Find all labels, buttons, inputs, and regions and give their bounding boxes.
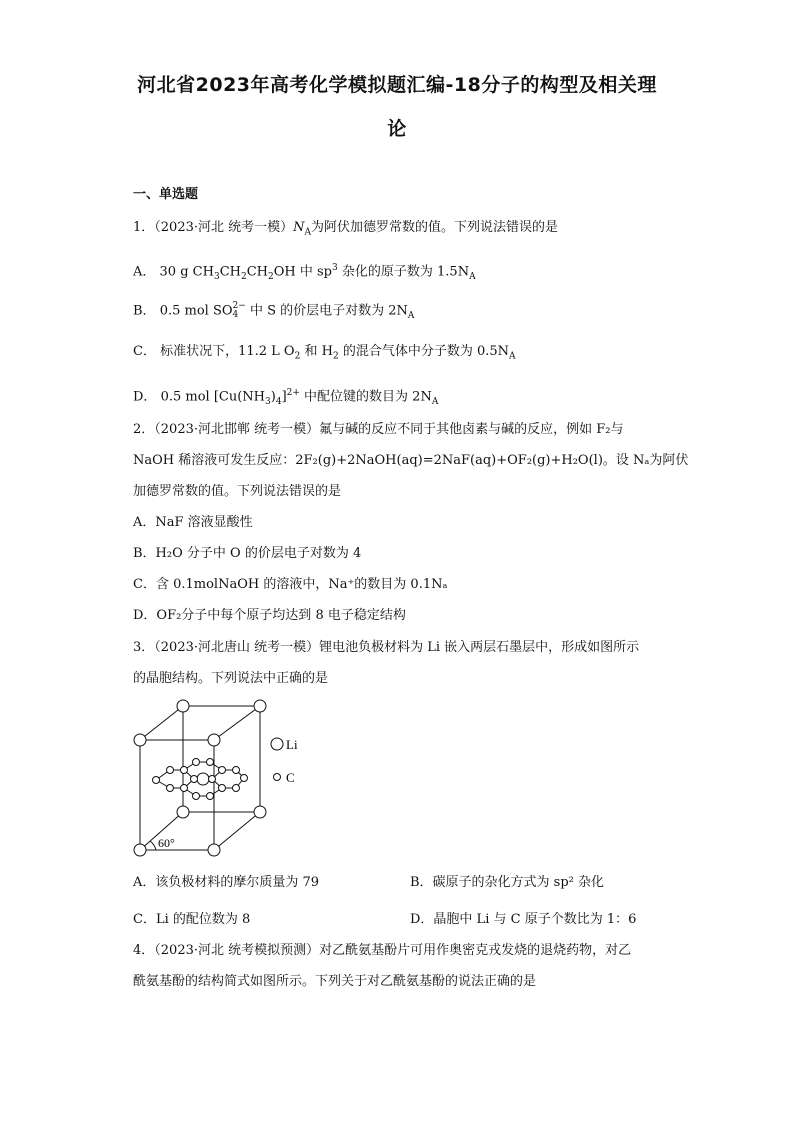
q2-option-b: B．H₂O 分子中 O 的价层电子对数为 4	[133, 546, 362, 561]
q1-option-b: B． 0.5 mol SO 2− 4 中 S 的价层电子对数为 $2N_A$	[133, 301, 415, 322]
legend-li-label: Li	[286, 737, 298, 752]
q1-option-a: A． 30 g $CH_3CH_2CH_2OH$ 中 $sp^3$ 杂化的原子数为 $1.5N_A$	[133, 263, 476, 282]
q3-stem-line2: 的晶胞结构。下列说法中正确的是	[133, 671, 329, 686]
document-title-line2: 论	[387, 118, 407, 140]
q1-option-d: D． 0.5 mol $[Cu(NH_3)_4]^{2+}$ 中配位键的数目为 $2N_A$	[133, 388, 439, 407]
document-title-line1: 河北省2023年高考化学模拟题汇编-18分子的构型及相关理	[137, 74, 657, 96]
q1-stem: 1．（2023·河北 统考一模）$N_A$为阿伏加德罗常数的值。下列说法错误的是	[133, 220, 559, 238]
crystal-cell-diagram	[128, 692, 318, 862]
legend-c-label: C	[286, 770, 295, 785]
q2-stem-line1: 2．（2023·河北邯郸 统考一模）氟与碱的反应不同于其他卤素与碱的反应，例如 F₂与	[133, 422, 624, 437]
q4-stem-line2: 酰氨基酚的结构简式如图所示。下列关于对乙酰氨基酚的说法正确的是	[133, 974, 537, 989]
q2-stem-line3: 加德罗常数的值。下列说法错误的是	[133, 484, 342, 499]
c-legend-icon	[274, 774, 281, 781]
q3-stem-line1: 3．（2023·河北唐山 统考一模）锂电池负极材料为 Li 嵌入两层石墨层中，形成如图所示	[133, 640, 640, 655]
crystal-cell-figure	[128, 692, 318, 862]
q3-option-d: D．晶胞中 Li 与 C 原子个数比为 1：6	[410, 912, 637, 927]
q3-option-c: C．Li 的配位数为 8	[133, 912, 251, 927]
angle-label: 60°	[158, 836, 175, 850]
q4-stem-line1: 4．（2023·河北 统考模拟预测）对乙酰氨基酚片可用作奥密克戎发烧的退烧药物，对乙	[133, 943, 632, 958]
q3-option-b: B．碳原子的杂化方式为 sp² 杂化	[410, 875, 605, 890]
li-legend-icon	[271, 738, 283, 750]
section-heading: 一、单选题	[133, 187, 199, 202]
q2-stem-line2: NaOH 稀溶液可发生反应：2F₂(g)+2NaOH(aq)=2NaF(aq)+OF₂(g)+H₂O(l)。设 Nₐ为阿伏	[133, 453, 689, 468]
q1-option-c: C． 标准状况下，11.2 L $O_2$ 和 $H_2$ 的混合气体中分子数为 $0.5N_A$	[133, 344, 516, 362]
q2-option-c: C．含 0.1molNaOH 的溶液中，Na⁺的数目为 0.1Nₐ	[133, 577, 448, 592]
q3-option-a: A．该负极材料的摩尔质量为 79	[133, 875, 320, 890]
q2-option-a: A．NaF 溶液显酸性	[133, 515, 253, 530]
q2-option-d: D．OF₂分子中每个原子均达到 8 电子稳定结构	[133, 608, 406, 623]
